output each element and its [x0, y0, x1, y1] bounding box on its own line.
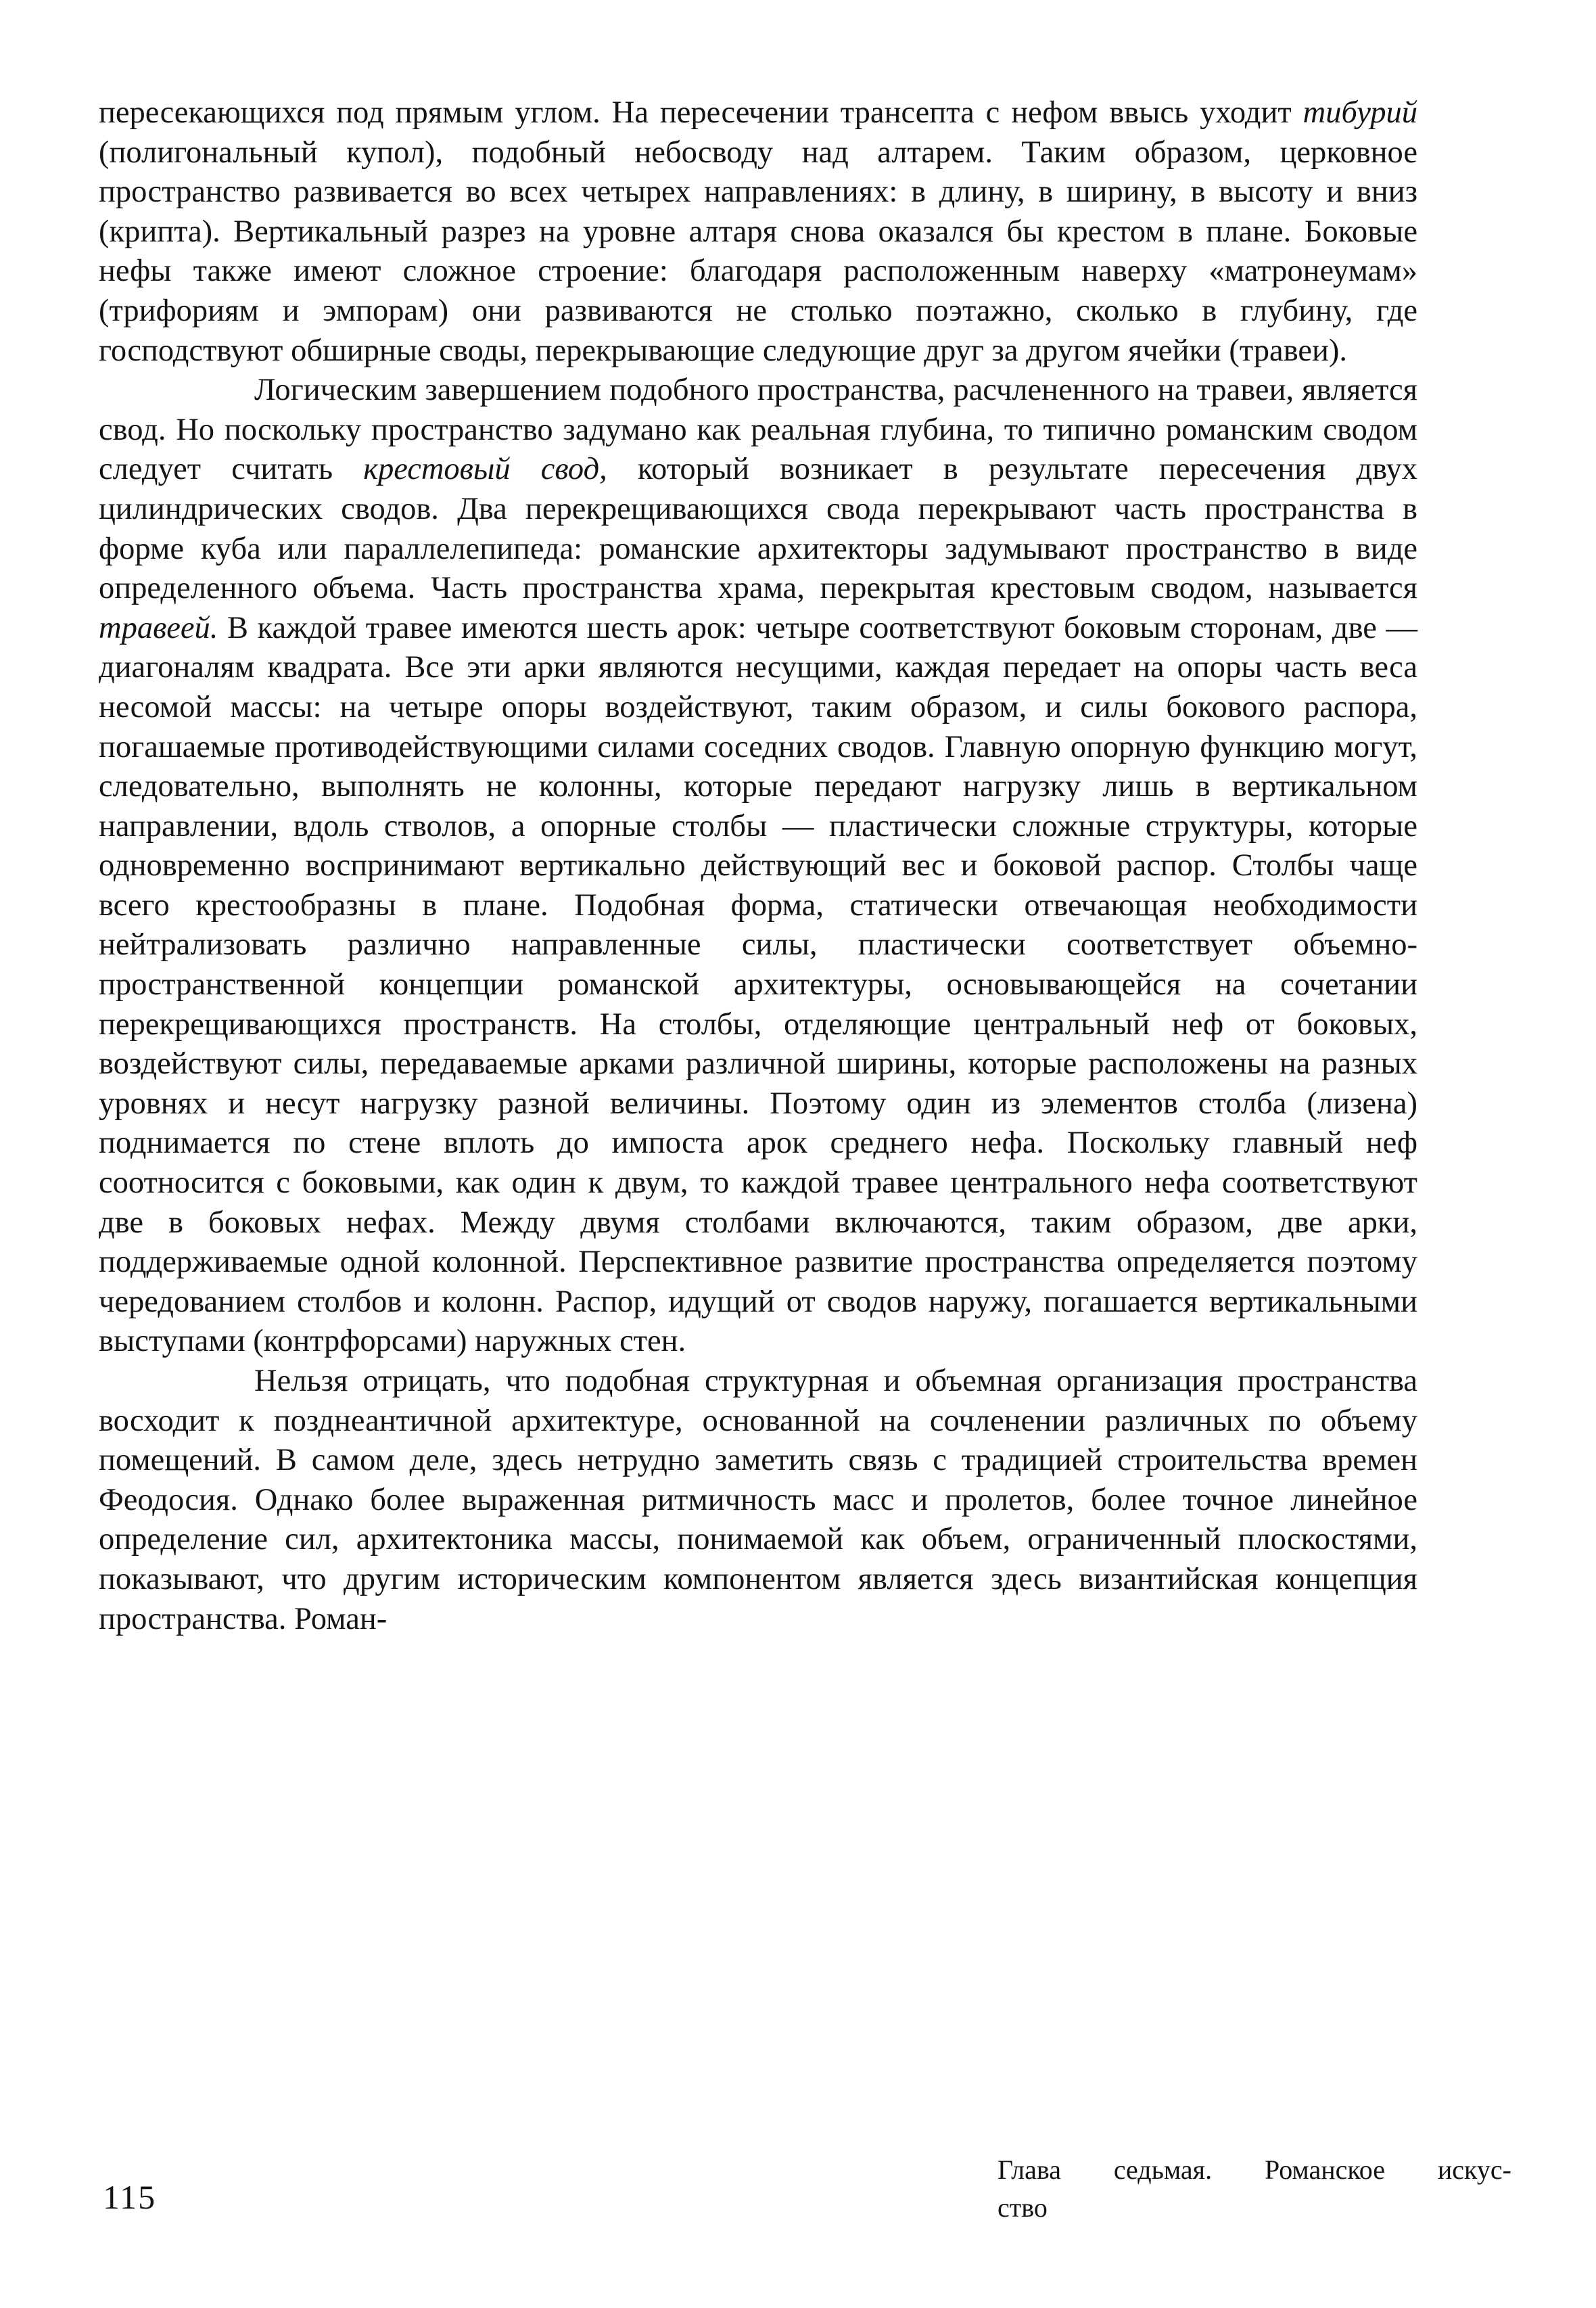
italic-term: травеей. — [99, 610, 218, 645]
page-number: 115 — [103, 2178, 157, 2216]
text-run: (полигональный купол), подобный небосводу над алтарем. Таким образом, церковное пространство развивается во всех четырех направлениях: в длину, в ширину, в высоту и вниз (крипта). Вертикальный разрез на уровне алтаря снова оказался бы крестом в плане. Боковые нефы также имеют сложное строение: благодаря расположенным наверху «матронеумам» (трифориям и эмпорам) они развиваются не столько поэтажно, сколько в глубину, где господствуют обширные своды, перекрывающие следующие друг за другом ячейки (травеи). — [99, 135, 1417, 368]
running-title-line-1: Глава седьмая. Романское искус- — [998, 2154, 1511, 2185]
running-title-line-2: ство — [998, 2192, 1048, 2223]
paragraph — [99, 1362, 1417, 1639]
text-run: В каждой травее имеются шесть арок: четыре соответствуют боковым сторонам, две — диагоналям квадрата. Все эти арки являются несущими, каждая передает на опоры часть веса несомой массы: на четыре опоры воздействуют, таким образом, и силы бокового распора, погашаемые противодействующими силами соседних сводов. Главную опорную функцию могут, следовательно, выполнять не колонны, которые передают нагрузку лишь в вертикальном направлении, вдоль стволов, а опорные столбы — пластически сложные структуры, которые одновременно воспринимают вертикально действующий вес и боковой распор. Столбы чаще всего крестообразны в плане. Подобная форма, статически отвечающая необходимости нейтрализовать различно направленные силы, пластически соответствует объемно-пространственной концепции романской архитектуры, основывающейся на сочетании перекрещивающихся пространств. На столбы, отделяющие центральный неф от боковых, воздействуют силы, передаваемые арками различной ширины, которые расположены на разных уровнях и несут нагрузку разной величины. Поэтому один из элементов столба (лизена) поднимается по стене вплоть до импоста арок среднего нефа. Поскольку главный неф соотносится с боковыми, как один к двум, то каждой травее центрального нефа соответствуют две в боковых нефах. Между двумя столбами включаются, таким образом, две арки, поддерживаемые одной колонной. Перспективное развитие пространства определяется поэтому чередованием столбов и колонн. Распор, идущий от сводов наружу, погашается вертикальными выступами (контрфорсами) наружных стен. — [99, 610, 1417, 1359]
body-text — [99, 93, 1417, 1639]
italic-term: тибурий — [1302, 95, 1417, 130]
text-run: Логическим завершением подобного пространства, расчлененного на травеи, является свод. Но поскольку пространство задумано как реальная глубина, то типично романским сводом следует считать — [99, 373, 1417, 487]
text-run: который возникает в результате пересечения двух цилиндрических сводов. Два перекрещивающихся свода перекрывают часть пространства в форме куба или параллелепипеда: романские архитекторы задумывают пространство в виде определенного объема. Часть пространства храма, перекрытая крестовым сводом, называется — [99, 452, 1417, 606]
running-footer — [998, 2151, 1511, 2227]
paragraph — [99, 93, 1417, 371]
text-run: пересекающихся под прямым углом. На пересечении трансепта с нефом ввысь уходит — [99, 95, 1303, 130]
paragraph — [99, 371, 1417, 1362]
italic-term: крестовый свод, — [363, 452, 607, 487]
text-run: Нельзя отрицать, что подобная структурная и объемная организация пространства восходит к позднеантичной архитектуре, основанной на сочленении различных по объему помещений. В самом деле, здесь нетрудно заметить связь с традицией строительства времен Феодосия. Однако более выраженная ритмичность масс и пролетов, более точное линейное определение сил, архитектоника массы, понимаемой как объем, ограниченный плоскостями, показывают, что другим историческим компонентом является здесь византийская концепция пространства. Роман- — [99, 1364, 1417, 1636]
